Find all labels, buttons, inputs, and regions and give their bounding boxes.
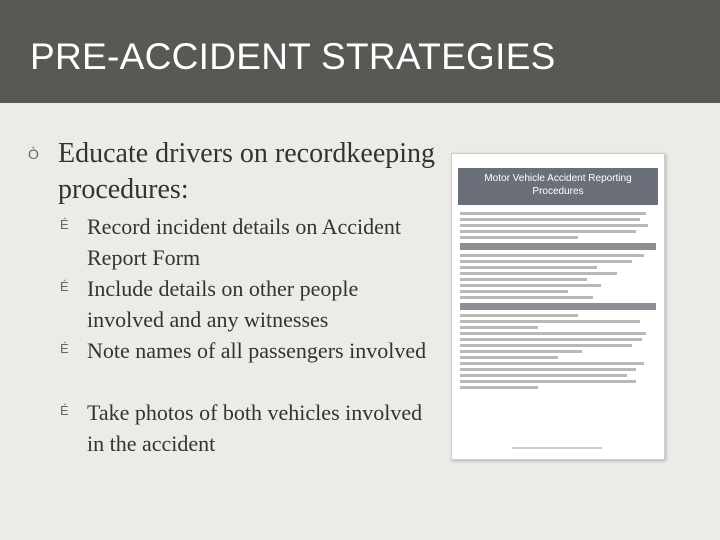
document-title: Motor Vehicle Accident Reporting Procedures (484, 173, 632, 197)
document-footer (512, 447, 602, 449)
sub-bullet-marker: É (60, 403, 69, 418)
main-bullet-text: Educate drivers on recordkeeping procedures: (58, 138, 436, 205)
sub-bullet-text: Include details on other people involved and any witnesses (87, 276, 359, 332)
sub-bullet-marker: É (60, 341, 69, 356)
sub-bullet-text: Take photos of both vehicles involved in the accident (87, 400, 423, 456)
sub-bullet-marker: É (60, 217, 69, 232)
sub-bullet-text: Record incident details on Accident Report Form (87, 214, 402, 270)
document-thumbnail (451, 153, 665, 460)
section-bar (460, 303, 656, 310)
bullet-marker: Ò (28, 146, 39, 162)
sub-bullet-marker: É (60, 279, 69, 294)
document-body-lines (460, 212, 656, 392)
section-bar (460, 243, 656, 250)
slide-title: PRE-ACCIDENT STRATEGIES (30, 36, 556, 77)
document-header (458, 168, 658, 205)
sub-bullet-text: Note names of all passengers involved (87, 338, 427, 363)
title-bar (0, 0, 720, 103)
